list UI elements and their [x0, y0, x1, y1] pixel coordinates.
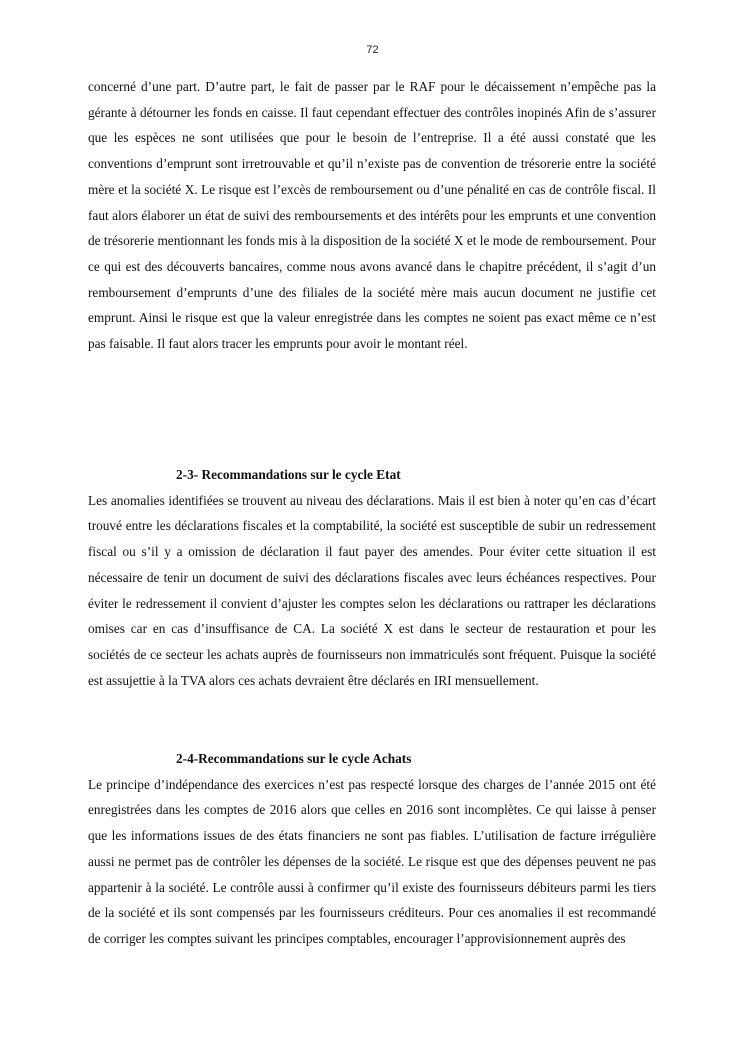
section-2-3-heading: 2-3- Recommandations sur le cycle Etat: [176, 467, 401, 482]
section-2-4: [88, 746, 656, 952]
section-2-3: [88, 462, 656, 693]
section-2-3-paragraph: Les anomalies identifiées se trouvent au niveau des déclarations. Mais il est bien à noter qu’en cas d’écart trouvé entre les déclarations fiscales et la comptabilité, la société est susceptible de subir un redressement fiscal ou s’il y a omission de déclaration il faut payer des amendes. Pour éviter cette situation il est nécessaire de tenir un document de suivi des déclarations fiscales avec leurs échéances respectives. Pour éviter le redressement il convient d’ajuster les comptes selon les déclarations ou rattraper les déclarations omises car en cas d’insuffisance de CA. La société X est dans le secteur de restauration et pour les sociétés de ce secteur les achats auprès de fournisseurs non immatriculés sont fréquent. Puisque la société est assujettie à la TVA alors ces achats devraient être déclarés en IRI mensuellement.: [88, 492, 656, 688]
section-2-4-heading: 2-4-Recommandations sur le cycle Achats: [176, 751, 412, 766]
intro-section: [88, 74, 656, 357]
intro-paragraph: concerné d’une part. D’autre part, le fait de passer par le RAF pour le décaissement n’empêche pas la gérante à détourner les fonds en caisse. Il faut cependant effectuer des contrôles inopinés Afin de s’assurer que les espèces ne sont utilisées que pour le besoin de l’entreprise. Il a été aussi constaté que les conventions d’emprunt sont irretrouvable et qu’il n’existe pas de convention de trésorerie entre la société mère et la société X. Le risque est l’excès de remboursement ou d’une pénalité en cas de contrôle fiscal. Il faut alors élaborer un état de suivi des remboursements et des intérêts pour les emprunts et une convention de trésorerie mentionnant les fonds mis à la disposition de la société X et le mode de remboursement. Pour ce qui est des découverts bancaires, comme nous avons avancé dans le chapitre précédent, il s’agit d’un remboursement d’emprunts d’une des filiales de la société mère mais aucun document ne justifie cet emprunt. Ainsi le risque est que la valeur enregistrée dans les comptes ne soient pas exact même ce n’est pas faisable. Il faut alors tracer les emprunts pour avoir le montant réel.: [88, 79, 656, 352]
section-2-4-paragraph: Le principe d’indépendance des exercices n’est pas respecté lorsque des charges de l’année 2015 ont été enregistrées dans les comptes de 2016 alors que celles en 2016 sont incomplètes. Ce qui laisse à penser que les informations issues de des états financiers ne sont pas fiables. L’utilisation de facture irrégulière aussi ne permet pas de contrôler les dépenses de la société. Le risque est que des dépenses peuvent ne pas appartenir à la société. Le contrôle aussi à confirmer qu’il existe des fournisseurs débiteurs parmi les tiers de la société et ils sont compensés par les fournisseurs créditeurs. Pour ces anomalies il est recommandé de corriger les comptes suivant les principes comptables, encourager l’approvisionnement auprès des: [88, 776, 656, 946]
page-number: 72: [366, 44, 379, 56]
